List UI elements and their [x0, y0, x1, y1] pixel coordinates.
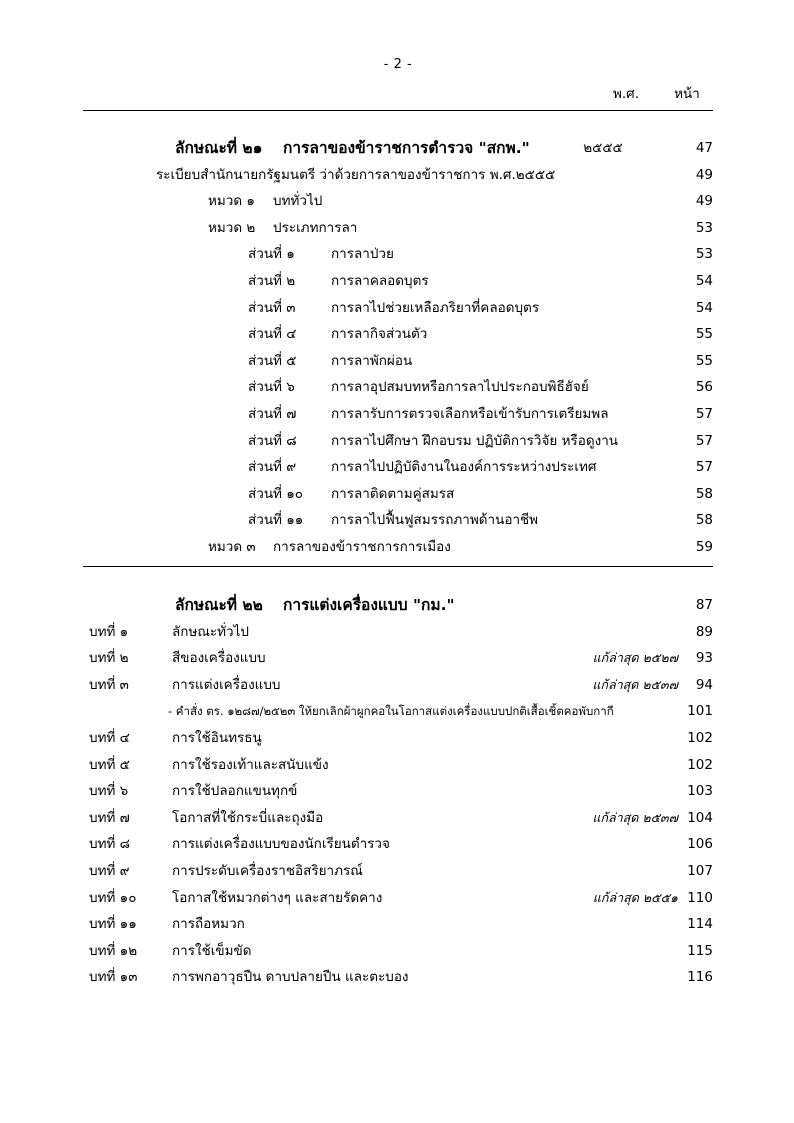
sec1-row-5-page: 54	[695, 299, 713, 316]
toc-row[interactable]	[83, 781, 713, 808]
sec2-row-11-page: 114	[687, 916, 713, 933]
toc-row[interactable]	[83, 622, 713, 649]
sec1-row-9-page: 57	[695, 405, 713, 422]
sec2-row-9-title: การประดับเครื่องราชอิสริยาภรณ์	[172, 862, 363, 879]
sec2-row-1-year: แก้ล่าสุด ๒๕๒๗	[592, 650, 678, 666]
sec2-row-1-label: บทที่ ๒	[89, 650, 129, 667]
page-marker: - 2 -	[383, 57, 413, 72]
sec1-row-13-label: ส่วนที่ ๑๑	[248, 512, 304, 529]
toc-row[interactable]	[83, 431, 713, 458]
header-divider-rule	[83, 110, 713, 111]
sec1-row-1-title: บททั่วไป	[273, 193, 323, 210]
sec2-row-4-title: การใช้อินทรธนู	[172, 729, 262, 746]
toc-row[interactable]	[83, 244, 713, 271]
toc-heading-year: ๒๕๕๕	[583, 140, 623, 156]
sec1-row-6-label: ส่วนที่ ๔	[248, 326, 297, 343]
sec2-row-4-page: 102	[687, 729, 713, 746]
sec1-row-10-page: 57	[695, 432, 713, 449]
toc-row[interactable]	[83, 755, 713, 782]
toc-row[interactable]	[83, 888, 713, 915]
sec1-row-12-label: ส่วนที่ ๑๐	[248, 485, 304, 502]
sec1-row-3-page: 53	[695, 246, 713, 263]
toc-row[interactable]	[83, 324, 713, 351]
sec1-row-9-title: การลารับการตรวจเลือกหรือเข้ารับการเตรียมพล	[331, 405, 609, 422]
sec2-row-9-page: 107	[687, 862, 713, 879]
toc-row[interactable]	[83, 351, 713, 378]
sec2-row-7-year: แก้ล่าสุด ๒๕๓๗	[592, 809, 678, 825]
sec2-row-2-label: บทที่ ๓	[89, 676, 129, 693]
toc-section-2	[83, 595, 713, 994]
sec1-row-8-label: ส่วนที่ ๖	[248, 379, 295, 396]
toc-row[interactable]	[83, 484, 713, 511]
sec2-row-3-page: 101	[687, 703, 713, 720]
sec1-row-3-label: ส่วนที่ ๑	[248, 246, 295, 263]
sec1-row-10-title: การลาไปศึกษา ฝึกอบรม ปฏิบัติการวิจัย หรือดูงาน	[331, 432, 619, 449]
toc-row[interactable]	[83, 675, 713, 702]
sec2-row-0-title: ลักษณะทั่วไป	[172, 623, 249, 640]
toc-row[interactable]	[83, 808, 713, 835]
sec2-row-0-label: บทที่ ๑	[89, 623, 129, 640]
sec2-row-6-label: บทที่ ๖	[89, 783, 129, 800]
sec1-row-2-page: 53	[695, 219, 713, 236]
toc-row[interactable]	[83, 298, 713, 325]
sec1-row-0-title: ระเบียบสำนักนายกรัฐมนตรี ว่าด้วยการลาของข้าราชการ พ.ศ.๒๕๕๕	[156, 166, 556, 183]
toc-heading-label: ลักษณะที่ ๒๑	[175, 139, 263, 157]
sec2-row-8-page: 106	[687, 836, 713, 853]
toc-row[interactable]	[83, 218, 713, 245]
sec2-row-12-label: บทที่ ๑๒	[89, 942, 138, 959]
sec1-row-12-page: 58	[695, 485, 713, 502]
toc-heading-page-2: 87	[695, 597, 713, 613]
sec1-row-11-page: 57	[695, 459, 713, 476]
column-header-row	[83, 82, 713, 102]
sec1-row-9-label: ส่วนที่ ๗	[248, 405, 297, 422]
sec2-row-2-title: การแต่งเครื่องแบบ	[172, 676, 281, 693]
toc-heading-row-2[interactable]	[83, 595, 713, 622]
column-header-year: พ.ศ.	[612, 86, 640, 102]
toc-row[interactable]	[83, 701, 713, 728]
sec2-row-7-title: โอกาสที่ใช้กระบี่และถุงมือ	[172, 809, 324, 826]
sec2-row-4-label: บทที่ ๔	[89, 729, 130, 746]
toc-row[interactable]	[83, 914, 713, 941]
sec2-row-5-title: การใช้รองเท้าและสนับแข้ง	[172, 756, 329, 773]
toc-heading-row[interactable]	[83, 138, 713, 165]
toc-row[interactable]	[83, 648, 713, 675]
toc-row[interactable]	[83, 457, 713, 484]
sec1-row-12-title: การลาติดตามคู่สมรส	[331, 485, 455, 502]
toc-heading-title-2: การแต่งเครื่องแบบ "กม."	[283, 596, 455, 614]
toc-row[interactable]	[83, 165, 713, 192]
sec2-row-3-title: - คำสั่ง ตร. ๑๒๘๗/๒๕๒๓ ให้ยกเลิกผ้าผูกคอในโอกาสแต่งเครื่องแบบปกติเสื้อเชิ้ตคอพับกากี	[168, 704, 614, 719]
toc-row[interactable]	[83, 941, 713, 968]
sec1-row-2-title: ประเภทการลา	[273, 219, 358, 236]
sec2-row-11-label: บทที่ ๑๑	[89, 916, 137, 933]
sec1-row-2-label: หมวด ๒	[208, 219, 256, 236]
toc-heading-page: 47	[695, 140, 713, 156]
sec2-row-6-page: 103	[687, 783, 713, 800]
toc-row[interactable]	[83, 271, 713, 298]
section-divider-rule	[83, 566, 713, 567]
toc-row[interactable]	[83, 834, 713, 861]
sec1-row-4-title: การลาคลอดบุตร	[331, 272, 429, 289]
sec1-row-14-page: 59	[695, 538, 713, 555]
sec1-row-14-title: การลาของข้าราชการการเมือง	[273, 538, 451, 555]
sec1-row-11-title: การลาไปปฏิบัติงานในองค์การระหว่างประเทศ	[331, 459, 597, 476]
sec2-row-8-label: บทที่ ๘	[89, 836, 131, 853]
sec2-row-13-title: การพกอาวุธปืน ดาบปลายปืน และตะบอง	[172, 969, 409, 986]
sec2-row-1-page: 93	[695, 650, 713, 667]
sec1-row-7-title: การลาพักผ่อน	[331, 352, 413, 369]
sec2-row-5-page: 102	[687, 756, 713, 773]
sec2-row-7-label: บทที่ ๗	[89, 809, 130, 826]
sec1-row-8-title: การลาอุปสมบทหรือการลาไปประกอบพิธีฮัจย์	[331, 379, 589, 396]
sec1-row-10-label: ส่วนที่ ๘	[248, 432, 297, 449]
sec1-row-7-label: ส่วนที่ ๕	[248, 352, 297, 369]
sec1-row-3-title: การลาป่วย	[331, 246, 394, 263]
sec1-row-7-page: 55	[695, 352, 713, 369]
sec2-row-11-title: การถือหมวก	[172, 916, 245, 933]
sec2-row-13-label: บทที่ ๑๓	[89, 969, 138, 986]
sec1-row-6-page: 55	[695, 326, 713, 343]
toc-heading-label-2: ลักษณะที่ ๒๒	[175, 596, 263, 614]
sec2-row-9-label: บทที่ ๙	[89, 862, 130, 879]
toc-row[interactable]	[83, 967, 713, 994]
sec2-row-0-page: 89	[695, 623, 713, 640]
sec1-row-14-label: หมวด ๓	[208, 538, 256, 555]
sec1-row-6-title: การลากิจส่วนตัว	[331, 326, 428, 343]
toc-row[interactable]	[83, 537, 713, 564]
sec1-row-8-page: 56	[695, 379, 713, 396]
sec1-row-4-label: ส่วนที่ ๒	[248, 272, 296, 289]
toc-section-1	[83, 138, 713, 564]
toc-heading-title: การลาของข้าราชการตำรวจ "สกพ."	[283, 139, 530, 157]
sec1-row-0-page: 49	[695, 166, 713, 183]
sec2-row-7-page: 104	[687, 809, 713, 826]
toc-row[interactable]	[83, 728, 713, 755]
sec1-row-13-title: การลาไปฟื้นฟูสมรรถภาพด้านอาชีพ	[331, 512, 539, 529]
sec2-row-13-page: 116	[687, 969, 713, 986]
toc-row[interactable]	[83, 377, 713, 404]
sec1-row-13-page: 58	[695, 512, 713, 529]
sec1-row-11-label: ส่วนที่ ๙	[248, 459, 297, 476]
toc-row[interactable]	[83, 861, 713, 888]
sec2-row-2-page: 94	[695, 676, 713, 693]
sec1-row-4-page: 54	[695, 272, 713, 289]
sec2-row-10-year: แก้ล่าสุด ๒๕๕๑	[592, 889, 678, 905]
toc-row[interactable]	[83, 191, 713, 218]
sec2-row-10-page: 110	[687, 889, 713, 906]
sec2-row-2-year: แก้ล่าสุด ๒๕๓๗	[592, 676, 678, 692]
sec1-row-1-page: 49	[695, 193, 713, 210]
sec2-row-5-label: บทที่ ๕	[89, 756, 130, 773]
sec2-row-1-title: สีของเครื่องแบบ	[172, 650, 266, 667]
sec2-row-10-label: บทที่ ๑๐	[89, 889, 137, 906]
sec2-row-12-title: การใช้เข็มขัด	[172, 942, 252, 959]
sec2-row-8-title: การแต่งเครื่องแบบของนักเรียนตำรวจ	[172, 836, 390, 853]
sec2-row-10-title: โอกาสใช้หมวกต่างๆ และสายรัดคาง	[172, 889, 383, 906]
sec1-row-5-label: ส่วนที่ ๓	[248, 299, 296, 316]
toc-row[interactable]	[83, 404, 713, 431]
column-header-page: หน้า	[674, 86, 700, 102]
toc-row[interactable]	[83, 510, 713, 537]
sec1-row-5-title: การลาไปช่วยเหลือภริยาที่คลอดบุตร	[331, 299, 540, 316]
sec1-row-1-label: หมวด ๑	[208, 193, 256, 210]
sec2-row-6-title: การใช้ปลอกแขนทุกข์	[172, 783, 298, 800]
sec2-row-12-page: 115	[687, 942, 713, 959]
